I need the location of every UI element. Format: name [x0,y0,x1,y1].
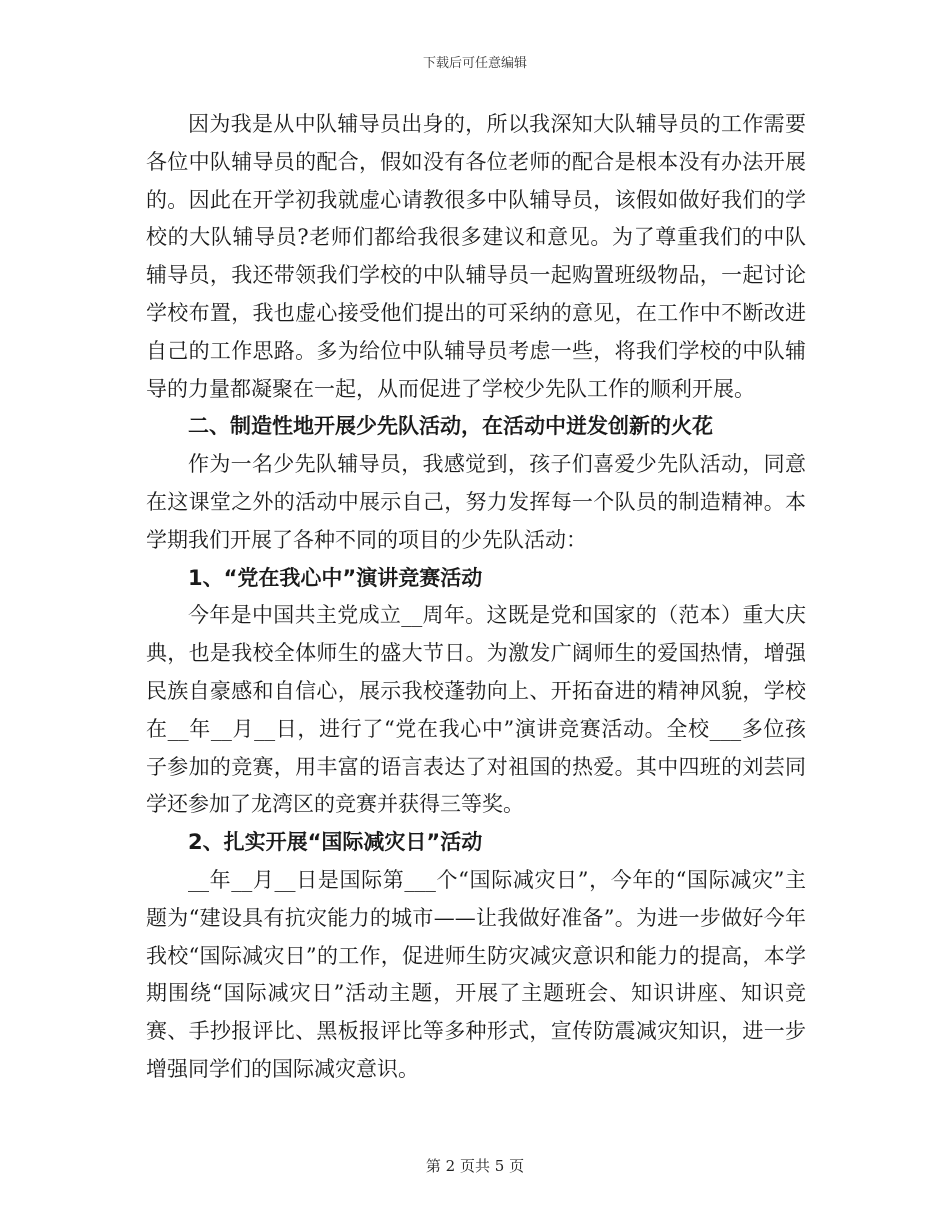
paragraph-speech-contest: 今年是中国共主党成立__周年。这既是党和国家的（范本）重大庆典，也是我校全体师生的盛大节日。为激发广阔师生的爱国热情，增强民族自豪感和自信心，展示我校蓬勃向上、开拓奋进的精神风貌，学校在__年__月__日，进行了“党在我心中”演讲竞赛活动。全校___多位孩子参加的竞赛，用丰富的语言表达了对祖国的热爱。其中四班的刘芸同学还参加了龙湾区的竞赛并获得三等奖。 [146,603,806,817]
section-heading-2: 二、制造性地开展少先队活动，在活动中迸发创新的火花 [188,414,713,439]
document-body [146,106,806,1089]
paragraph-activities-intro: 作为一名少先队辅导员，我感觉到，孩子们喜爱少先队活动，同意在这课堂之外的活动中展示自己，努力发挥每一个队员的制造精神。本学期我们开展了各种不同的项目的少先队活动： [146,452,806,552]
page-number-footer: 第 2 页共 5 页 [425,1157,525,1175]
paragraph-disaster-day: __年__月__日是国际第___个“国际减灾日”，今年的“国际减灾”主题为“建设具有抗灾能力的城市——让我做好准备”。为进一步做好今年我校“国际减灾日”的工作，促进师生防灾减灾意识和能力的提高，本学期围绕“国际减灾日”活动主题，开展了主题班会、知识讲座、知识竞赛、手抄报评比、黑板报评比等多种形式，宣传防震减灾知识，进一步增强同学们的国际减灾意识。 [146,867,806,1081]
subheading-disaster-day: 2、扎实开展“国际减灾日”活动 [188,830,483,855]
subheading-speech-contest: 1、“党在我心中”演讲竞赛活动 [188,565,483,590]
page-header: 下载后可任意编辑 [422,56,527,71]
paragraph-intro: 因为我是从中队辅导员出身的，所以我深知大队辅导员的工作需要各位中队辅导员的配合，假如没有各位老师的配合是根本没有办法开展的。因此在开学初我就虚心请教很多中队辅导员，该假如做好我们的学校的大队辅导员?老师们都给我很多建议和意见。为了尊重我们的中队辅导员，我还带领我们学校的中队辅导员一起购置班级物品，一起讨论学校布置，我也虚心接受他们提出的可采纳的意见，在工作中不断改进自己的工作思路。多为给位中队辅导员考虑一些，将我们学校的中队辅导的力量都凝聚在一起，从而促进了学校少先队工作的顺利开展。 [146,112,806,401]
